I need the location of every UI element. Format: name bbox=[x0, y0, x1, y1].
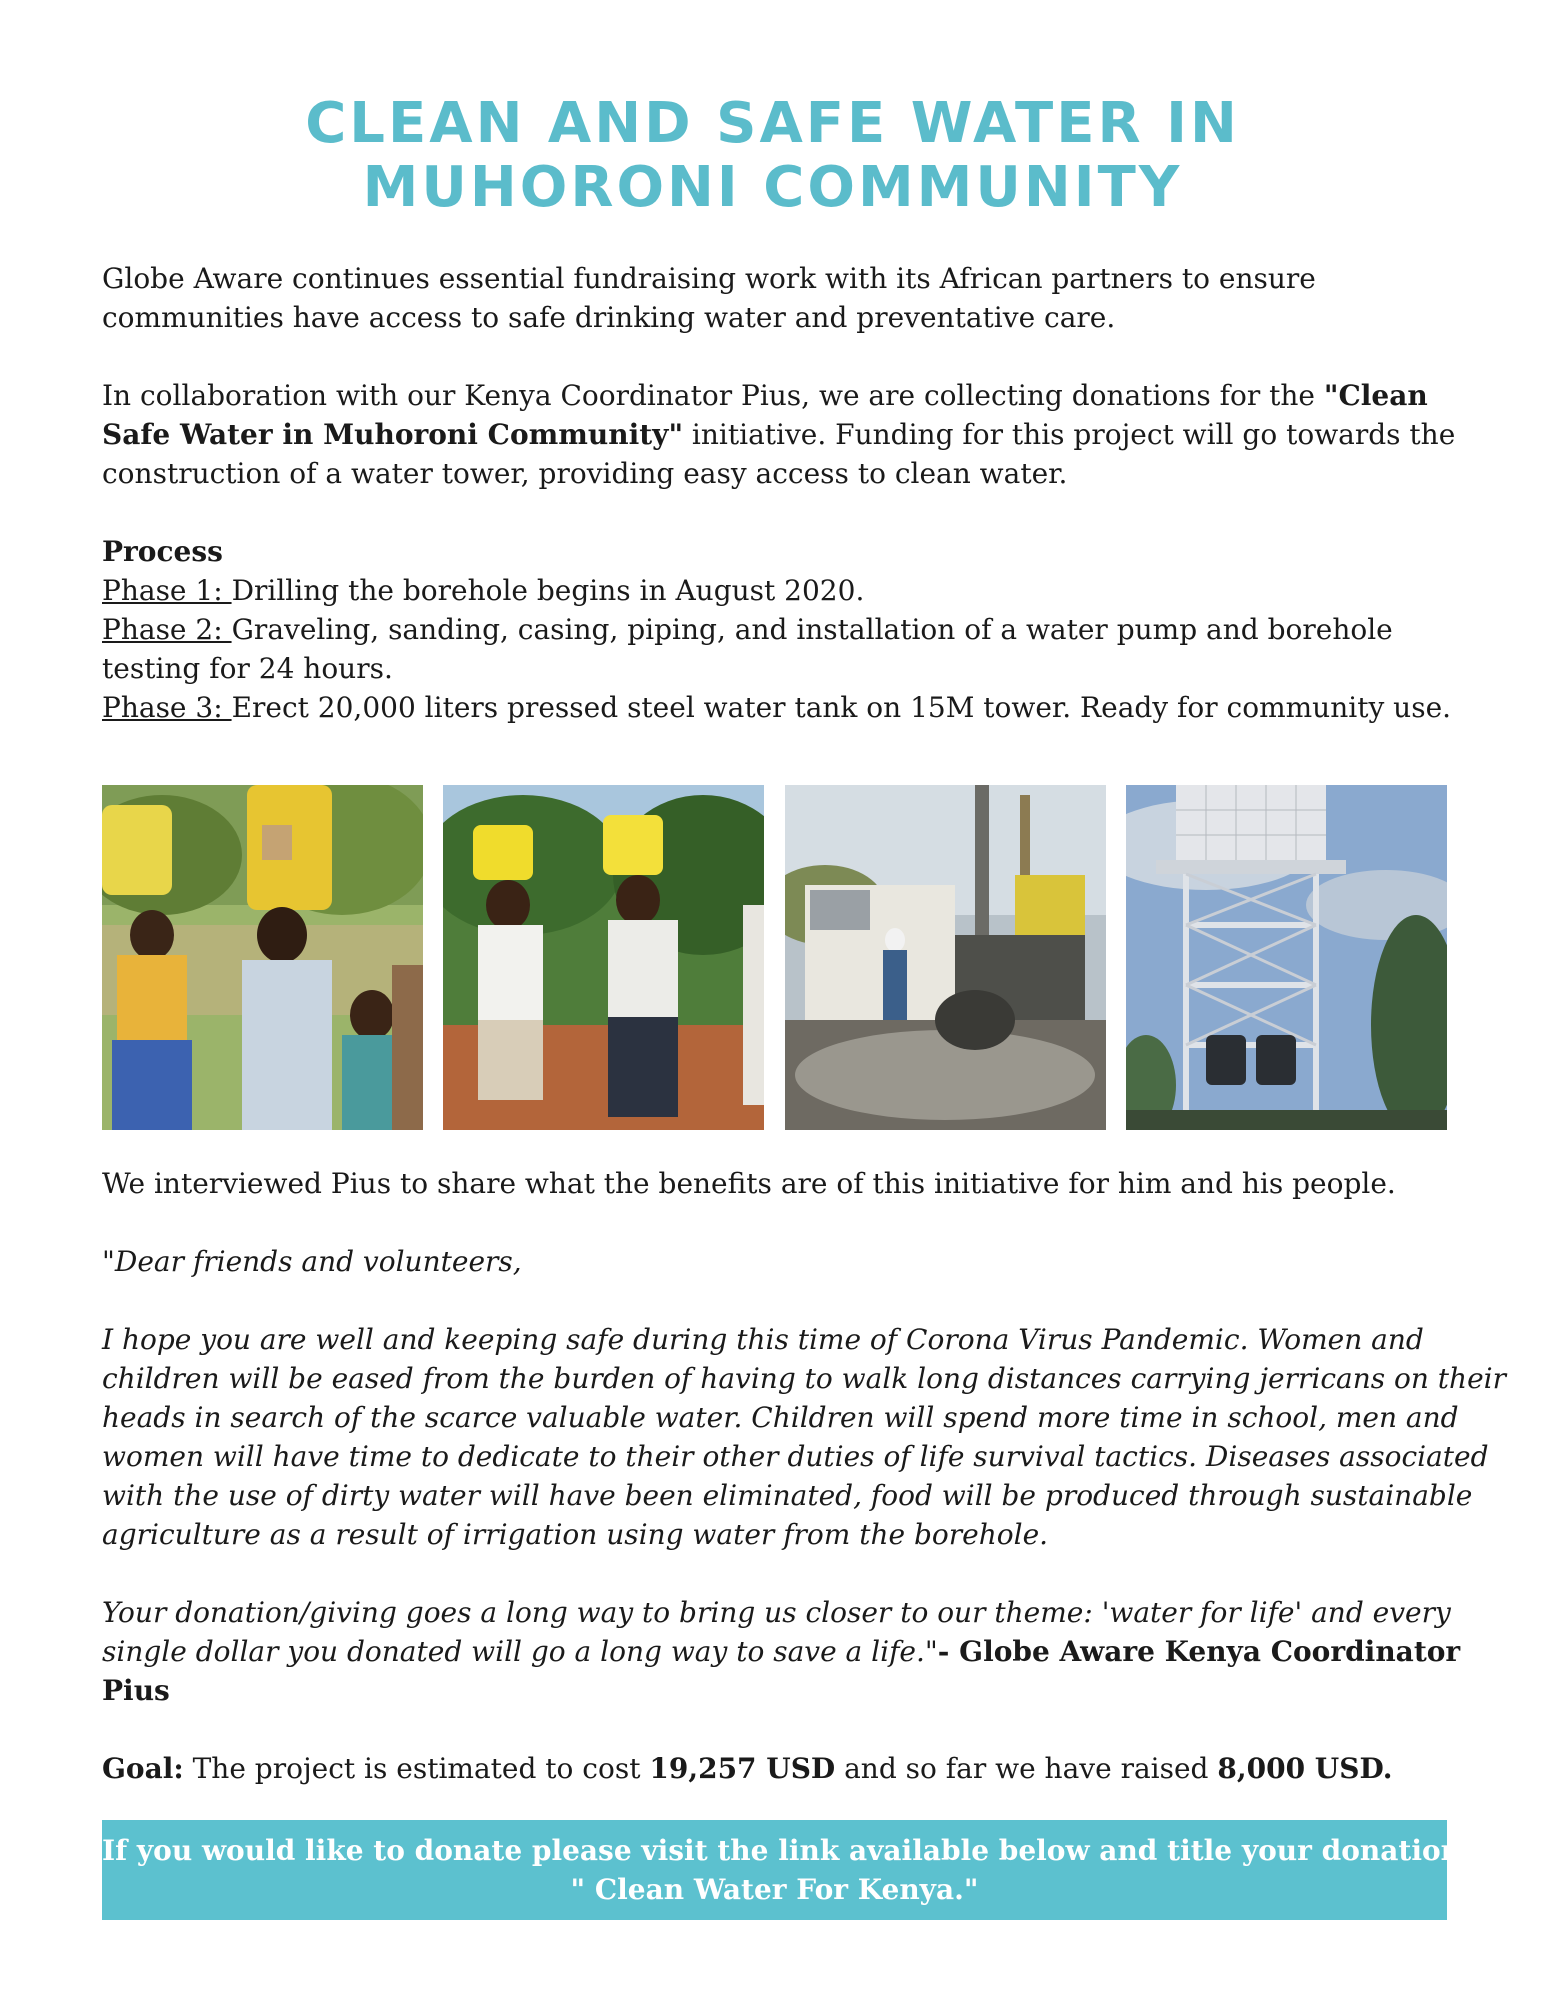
initiative-name: Safe Water in Muhoroni Community" bbox=[102, 418, 684, 451]
children-carrying-buckets-photo bbox=[443, 785, 764, 1130]
quote-text: single dollar you donated will go a long way to save a life." bbox=[102, 1635, 938, 1668]
phase-label: Phase 2: bbox=[102, 613, 232, 646]
quote-line: Your donation/giving goes a long way to bring us closer to our theme: 'water for life' and every bbox=[102, 1596, 1451, 1629]
quote-line: agriculture as a result of irrigation using water from the borehole. bbox=[102, 1518, 1049, 1551]
collab-line: construction of a water tower, providing easy access to clean water. bbox=[102, 457, 1068, 490]
phase-label: Phase 3: bbox=[102, 691, 232, 724]
intro-section bbox=[102, 259, 1456, 727]
women-carrying-jerricans-photo bbox=[102, 785, 423, 1130]
title-line-2: MUHORONI COMMUNITY bbox=[362, 155, 1183, 220]
goal-text: The project is estimated to cost bbox=[183, 1752, 650, 1785]
title-line-1: CLEAN AND SAFE WATER IN bbox=[305, 91, 1240, 156]
quote-line: children will be eased from the burden of having to walk long distances carrying jerricans on their bbox=[102, 1362, 1506, 1395]
donation-banner bbox=[102, 1820, 1461, 1920]
goal-raised: 8,000 USD. bbox=[1217, 1752, 1393, 1785]
goal-cost: 19,257 USD bbox=[649, 1752, 836, 1785]
collab-text: initiative. Funding for this project will go towards the bbox=[683, 418, 1456, 451]
collab-line bbox=[102, 376, 1447, 415]
quote-line: women will have time to dedicate to their other duties of life survival tactics. Diseases associated bbox=[102, 1440, 1489, 1473]
phase-2 bbox=[102, 610, 1447, 649]
banner-line-1: If you would like to donate please visit the link available below and title your donation bbox=[102, 1834, 1461, 1867]
process-heading-text: Process bbox=[102, 535, 223, 568]
intro-line: Globe Aware continues essential fundraising work with its African partners to ensure bbox=[102, 262, 1316, 295]
goal-line bbox=[102, 1749, 1447, 1788]
process-heading bbox=[102, 532, 1447, 571]
phase-2-continued: testing for 24 hours. bbox=[102, 652, 393, 685]
water-tower-photo bbox=[1126, 785, 1447, 1130]
goal-label: Goal: bbox=[102, 1752, 184, 1785]
photo-row bbox=[102, 785, 1447, 1130]
banner-line-2: " Clean Water For Kenya." bbox=[570, 1873, 979, 1906]
borehole-drilling-photo bbox=[785, 785, 1106, 1130]
phase-label: Phase 1: bbox=[102, 574, 232, 607]
goal-text: and so far we have raised bbox=[835, 1752, 1218, 1785]
collab-line bbox=[102, 415, 1456, 454]
interview-intro: We interviewed Pius to share what the benefits are of this initiative for him and his people. bbox=[102, 1167, 1396, 1200]
quote-line: heads in search of the scarce valuable water. Children will spend more time in school, men and bbox=[102, 1401, 1459, 1434]
phase-1 bbox=[102, 571, 1447, 610]
quote-salutation: "Dear friends and volunteers, bbox=[102, 1245, 522, 1278]
intro-line: communities have access to safe drinking water and preventative care. bbox=[102, 301, 1116, 334]
attribution-name: Pius bbox=[102, 1674, 170, 1707]
quote-line bbox=[102, 1632, 1461, 1671]
initiative-name: "Clean bbox=[1323, 379, 1428, 412]
phase-text: Drilling the borehole begins in August 2020. bbox=[231, 574, 865, 607]
quote-line: with the use of dirty water will have been eliminated, food will be produced through sustainable bbox=[102, 1479, 1473, 1512]
interview-section bbox=[102, 1164, 1506, 1788]
phase-text: Erect 20,000 liters pressed steel water tank on 15M tower. Ready for community use. bbox=[231, 691, 1452, 724]
collab-text: In collaboration with our Kenya Coordinator Pius, we are collecting donations for the bbox=[102, 379, 1324, 412]
phase-text: Graveling, sanding, casing, piping, and installation of a water pump and borehole bbox=[231, 613, 1393, 646]
quote-attribution-name bbox=[102, 1671, 1447, 1710]
page-title bbox=[100, 92, 1445, 220]
quote-attribution: - Globe Aware Kenya Coordinator bbox=[937, 1635, 1461, 1668]
quote-line: I hope you are well and keeping safe during this time of Corona Virus Pandemic. Women and bbox=[102, 1323, 1424, 1356]
phase-3 bbox=[102, 688, 1452, 727]
